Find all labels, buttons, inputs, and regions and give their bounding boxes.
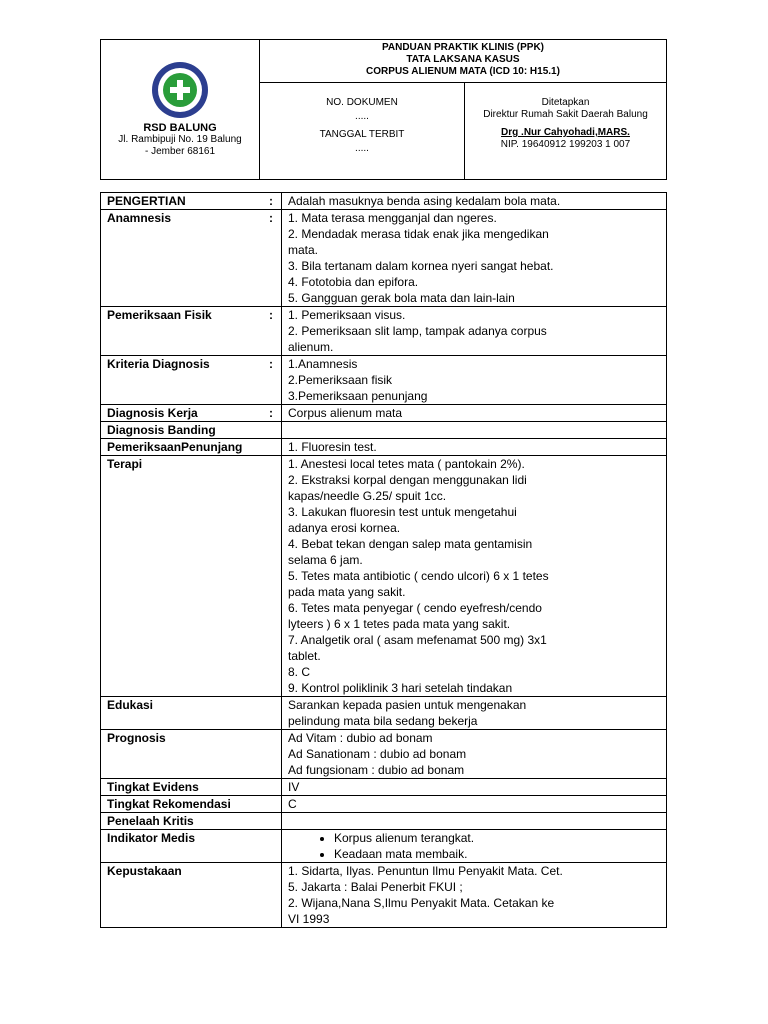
- row-label: Diagnosis Banding: [101, 422, 282, 439]
- hospital-name: RSD BALUNG: [143, 121, 217, 134]
- row-label: Prognosis: [101, 730, 282, 779]
- line: 8. C: [288, 665, 311, 679]
- row-value: [282, 796, 667, 813]
- row-colon: :: [261, 193, 282, 210]
- title-line-1: PANDUAN PRAKTIK KLINIS (PPK): [381, 42, 545, 53]
- line: 1. Pemeriksaan visus.: [288, 308, 406, 322]
- line: 1. Sidarta, Ilyas. Penuntun Ilmu Penyakit Mata. Cet.: [288, 864, 563, 878]
- row-label: PENGERTIAN: [101, 193, 262, 210]
- row-value: [282, 830, 667, 863]
- table-row: [101, 863, 667, 928]
- line: 5. Tetes mata antibiotic ( cendo ulcori) 6 x 1 tetes: [288, 569, 549, 583]
- table-row: [101, 439, 667, 456]
- table-row: [101, 830, 667, 863]
- row-value: [282, 779, 667, 796]
- row-value: [282, 697, 667, 730]
- line: 4. Fototobia dan epifora.: [288, 275, 419, 289]
- address-line-2: - Jember 68161: [144, 145, 216, 157]
- line: alienum.: [288, 340, 334, 354]
- table-row: [101, 356, 667, 405]
- document-info: [260, 83, 465, 180]
- line: 6. Tetes mata penyegar ( cendo eyefresh/cendo: [288, 601, 542, 615]
- row-value: [282, 456, 667, 697]
- table-row: [101, 193, 667, 210]
- row-value: [282, 405, 667, 422]
- row-label: Indikator Medis: [101, 830, 282, 863]
- line: kapas/needle G.25/ spuit 1cc.: [288, 489, 447, 503]
- hospital-identity: [101, 40, 260, 180]
- line: 3. Bila tertanam dalam kornea nyeri sangat hebat.: [288, 259, 554, 273]
- title-line-2: TATA LAKSANA KASUS: [406, 54, 520, 65]
- row-label: Kepustakaan: [101, 863, 282, 928]
- line: Corpus alienum mata: [288, 406, 403, 420]
- row-label: PemeriksaanPenunjang: [101, 439, 282, 456]
- signer-nip: NIP. 19640912 199203 1 007: [500, 139, 631, 150]
- line: IV: [288, 780, 300, 794]
- row-value: [282, 422, 667, 439]
- address-line-1: Jl. Rambipuji No. 19 Balung: [118, 133, 242, 145]
- table-row: [101, 813, 667, 830]
- row-label: Anamnesis: [101, 210, 262, 307]
- line: 3.Pemeriksaan penunjang: [288, 389, 428, 403]
- line: 3. Lakukan fluoresin test untuk mengetahui: [288, 505, 517, 519]
- row-label: Tingkat Rekomendasi: [101, 796, 282, 813]
- table-row: [101, 422, 667, 439]
- title-line-3: CORPUS ALIENUM MATA (ICD 10: H15.1): [366, 66, 560, 77]
- line: 7. Analgetik oral ( asam mefenamat 500 mg) 3x1: [288, 633, 547, 647]
- line: selama 6 jam.: [288, 553, 363, 567]
- line: mata.: [288, 243, 319, 257]
- line: Ad Vitam : dubio ad bonam: [288, 731, 433, 745]
- row-label: Terapi: [101, 456, 282, 697]
- doc-number-label: NO. DOKUMEN: [326, 97, 398, 108]
- row-label: Penelaah Kritis: [101, 813, 282, 830]
- line: Ad fungsionam : dubio ad bonam: [288, 763, 465, 777]
- row-value: [282, 439, 667, 456]
- line: Adalah masuknya benda asing kedalam bola mata.: [288, 194, 561, 208]
- line: 1. Fluoresin test.: [288, 440, 377, 454]
- row-colon: :: [261, 356, 282, 405]
- row-label: Edukasi: [101, 697, 282, 730]
- approved-by: Direktur Rumah Sakit Daerah Balung: [483, 109, 648, 120]
- line: C: [288, 797, 297, 811]
- list-item: • Keadaan mata membaik.: [334, 846, 592, 862]
- signer-name: Drg .Nur Cahyohadi,MARS.: [501, 127, 630, 138]
- line: tablet.: [288, 649, 321, 663]
- row-colon: :: [261, 210, 282, 307]
- line: Ad Sanationam : dubio ad bonam: [288, 747, 467, 761]
- document-header: [100, 39, 667, 180]
- approved-label: Ditetapkan: [541, 97, 590, 108]
- issue-date-value: .....: [355, 143, 369, 154]
- line: VI 1993: [288, 912, 330, 926]
- row-colon: :: [261, 405, 282, 422]
- line: 2. Wijana,Nana S,Ilmu Penyakit Mata. Cetakan ke: [288, 896, 555, 910]
- line: 5. Gangguan gerak bola mata dan lain-lain: [288, 291, 515, 305]
- row-value: [282, 356, 667, 405]
- row-value: [282, 193, 667, 210]
- row-label: Kriteria Diagnosis: [101, 356, 262, 405]
- ppk-table: [100, 192, 667, 928]
- line: 2. Mendadak merasa tidak enak jika mengedikan: [288, 227, 549, 241]
- line: pelindung mata bila sedang bekerja: [288, 714, 478, 728]
- table-row: [101, 456, 667, 697]
- line: 2. Pemeriksaan slit lamp, tampak adanya corpus: [288, 324, 547, 338]
- line: Sarankan kepada pasien untuk mengenakan: [288, 698, 527, 712]
- line: 1.Anamnesis: [288, 357, 358, 371]
- row-value: [282, 730, 667, 779]
- row-label: Tingkat Evidens: [101, 779, 282, 796]
- line: pada mata yang sakit.: [288, 585, 406, 599]
- line: 2.Pemeriksaan fisik: [288, 373, 393, 387]
- line: lyteers ) 6 x 1 tetes pada mata yang sakit.: [288, 617, 511, 631]
- line: [288, 422, 592, 438]
- table-row: [101, 730, 667, 779]
- line: [288, 813, 592, 829]
- row-label: Pemeriksaan Fisik: [101, 307, 262, 356]
- row-value: [282, 813, 667, 830]
- document-title: [260, 40, 667, 83]
- line: 2. Ekstraksi korpal dengan menggunakan lidi: [288, 473, 527, 487]
- approval-info: [465, 83, 667, 180]
- table-row: [101, 405, 667, 422]
- table-row: [101, 779, 667, 796]
- row-colon: :: [261, 307, 282, 356]
- row-label: Diagnosis Kerja: [101, 405, 262, 422]
- table-row: [101, 796, 667, 813]
- table-row: [101, 307, 667, 356]
- doc-number-value: .....: [355, 111, 369, 122]
- bullet-list: [288, 830, 592, 862]
- line: 1. Anestesi local tetes mata ( pantokain 2%).: [288, 457, 525, 471]
- issue-date-label: TANGGAL TERBIT: [319, 129, 405, 140]
- line: adanya erosi kornea.: [288, 521, 401, 535]
- list-item: • Korpus alienum terangkat.: [334, 830, 592, 846]
- line: 5. Jakarta : Balai Penerbit FKUI ;: [288, 880, 463, 894]
- row-value: [282, 863, 667, 928]
- line: 9. Kontrol poliklinik 3 hari setelah tindakan: [288, 681, 513, 695]
- row-value: [282, 210, 667, 307]
- table-row: [101, 697, 667, 730]
- hospital-logo-icon: [152, 62, 208, 118]
- row-value: [282, 307, 667, 356]
- line: 4. Bebat tekan dengan salep mata gentamisin: [288, 537, 533, 551]
- line: 1. Mata terasa mengganjal dan ngeres.: [288, 211, 497, 225]
- table-row: [101, 210, 667, 307]
